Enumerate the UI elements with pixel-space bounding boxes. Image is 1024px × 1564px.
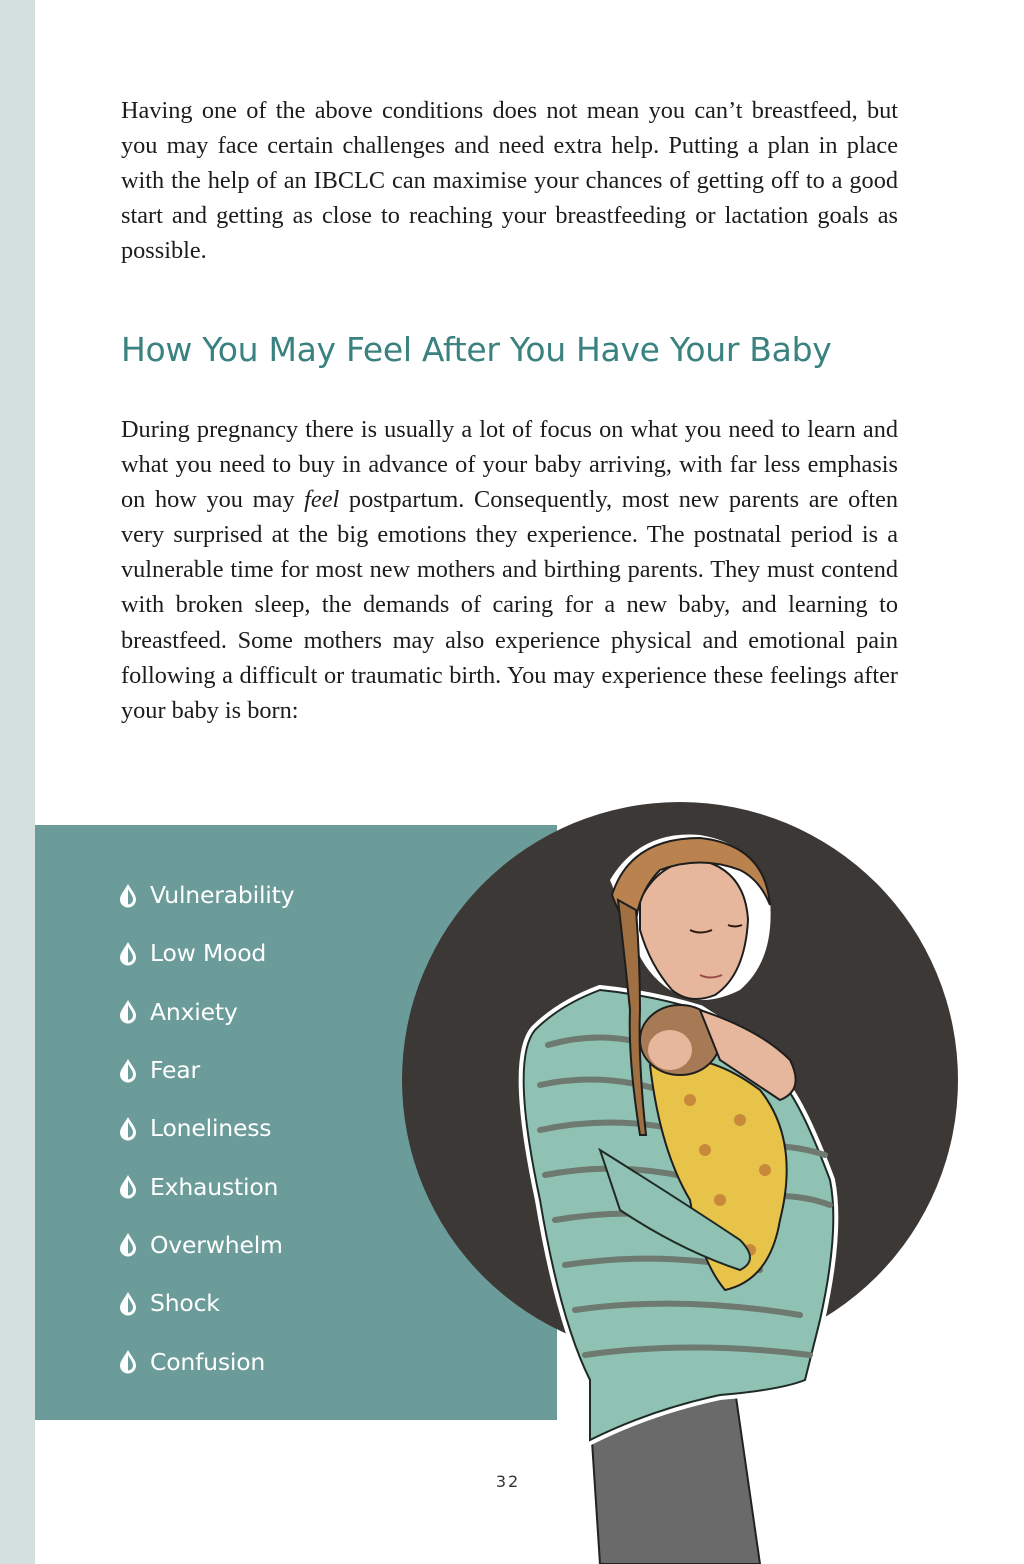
- section-heading: How You May Feel After You Have Your Baby: [121, 330, 832, 369]
- page-number: 32: [495, 1472, 521, 1491]
- feeling-label: Confusion: [150, 1347, 266, 1376]
- list-item: [118, 1041, 294, 1099]
- feeling-label: Fear: [150, 1056, 200, 1085]
- list-item: [118, 1216, 294, 1274]
- water-drop-icon: [118, 883, 138, 908]
- water-drop-icon: [118, 1174, 138, 1199]
- water-drop-icon: [118, 1232, 138, 1257]
- list-item: [118, 866, 294, 924]
- paragraph-text-end: postpartum. Consequently, most new parents are often very surprised at the big emotions they experience. The postnatal period is a vulnerable time for most new mothers and birthing parents. They must contend with broken sleep, the demands of caring for a new baby, and learning to breastfeed. Some mothers may also experience physical and emotional pain following a difficult or traumatic birth. You may experience these feelings after your baby is born:: [121, 486, 899, 724]
- paragraph-text-start: During pregnancy there is usually a lot of focus on what you need to learn and what you need to buy in advance of your baby arriving, with far less emphasis on how you may: [121, 416, 898, 514]
- list-item: [118, 1157, 294, 1215]
- water-drop-icon: [118, 999, 138, 1024]
- water-drop-icon: [118, 941, 138, 966]
- feeling-label: Vulnerability: [150, 881, 295, 910]
- intro-paragraph: Having one of the above conditions does not mean you can’t breastfeed, but you may face certain challenges and need extra help. Putting a plan in place with the help of an IBCLC can maximise your chances of getting off to a good start and getting as close to reaching your breastfeeding or lactation goals as possible.: [121, 97, 898, 265]
- feeling-label: Low Mood: [150, 939, 267, 968]
- water-drop-icon: [118, 1058, 138, 1083]
- list-item: [118, 1332, 294, 1390]
- paragraph-emphasis: feel: [304, 486, 340, 514]
- list-item: [118, 1274, 294, 1332]
- water-drop-icon: [118, 1116, 138, 1141]
- feeling-label: Exhaustion: [150, 1172, 279, 1201]
- feeling-label: Shock: [150, 1289, 220, 1318]
- water-drop-icon: [118, 1291, 138, 1316]
- list-item: [118, 924, 294, 982]
- feeling-label: Overwhelm: [150, 1230, 283, 1259]
- feeling-label: Anxiety: [150, 997, 238, 1026]
- feelings-list: [118, 866, 294, 1391]
- water-drop-icon: [118, 1349, 138, 1374]
- feeling-label: Loneliness: [150, 1114, 272, 1143]
- list-item: [118, 983, 294, 1041]
- list-item: [118, 1099, 294, 1157]
